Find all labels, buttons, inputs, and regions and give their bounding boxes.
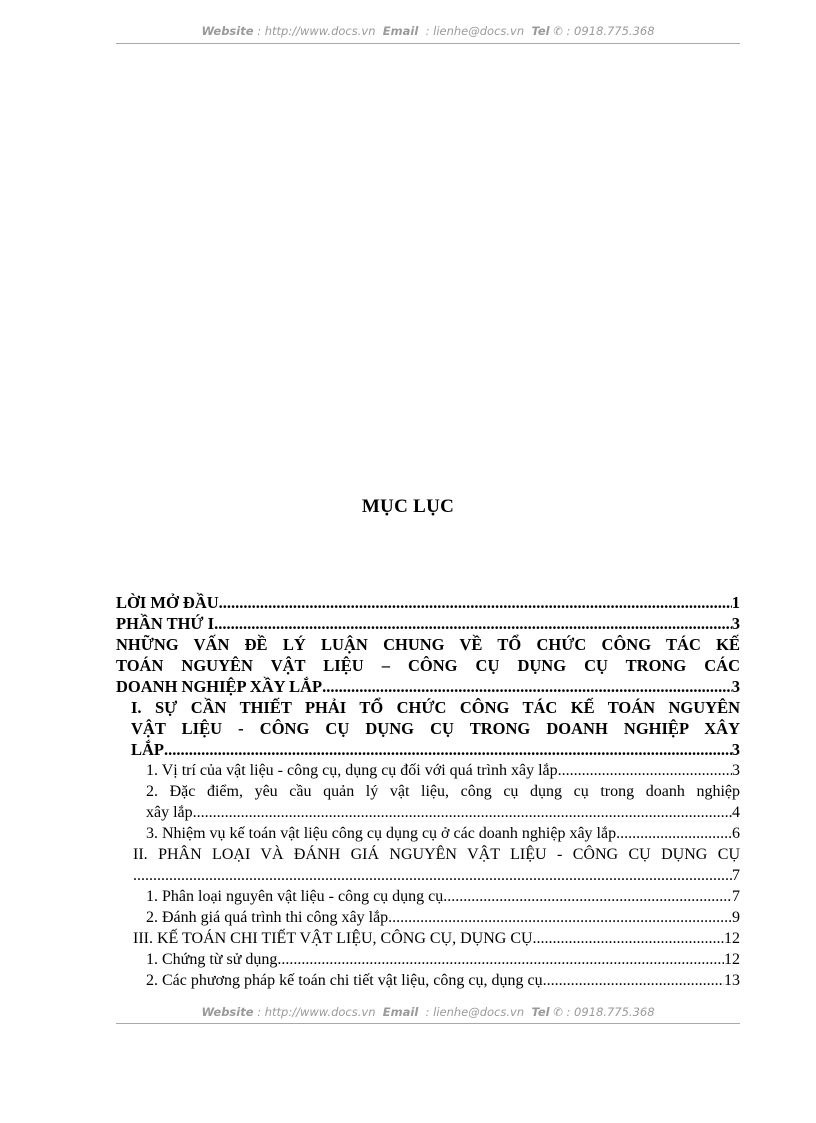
dot-leader bbox=[322, 676, 732, 697]
page-footer-contact bbox=[116, 1005, 740, 1019]
toc-entry-muc-2[interactable]: II. PHÂN LOẠI VÀ ĐÁNH GIÁ NGUYÊN VẬT LIỆU - CÔNG CỤ DỤNG CỤ ..... 7 bbox=[116, 844, 740, 886]
dot-leader bbox=[388, 907, 732, 928]
dot-leader bbox=[214, 613, 732, 634]
tel-value: : 0918.775.368 bbox=[566, 24, 655, 38]
tel-label: Tel bbox=[531, 1005, 550, 1019]
website-label: Website bbox=[201, 24, 254, 38]
toc-title: MỤC LỤC bbox=[361, 496, 455, 517]
toc-entry-muc-1-2[interactable]: 2. Đặc điểm, yêu cầu quản lý vật liệu, công cụ dụng cụ trong doanh nghiệp xây lắp ..... 4 bbox=[116, 781, 740, 823]
toc-entry-loi-mo-dau[interactable]: LỜI MỞ ĐẦU ..... 1 bbox=[116, 592, 740, 613]
dot-leader bbox=[164, 739, 732, 760]
phone-icon: ✆ bbox=[553, 24, 563, 38]
footer-divider bbox=[116, 1023, 740, 1024]
dot-leader bbox=[133, 865, 732, 886]
toc-entry-muc-3-2[interactable]: 2. Các phương pháp kế toán chi tiết vật liệu, công cụ, dụng cụ ..... 13 bbox=[116, 970, 740, 991]
toc-entry-muc-1-1[interactable]: 1. Vị trí của vật liệu - công cụ, dụng cụ đối với quá trình xây lắp ..... 3 bbox=[116, 760, 740, 781]
dot-leader bbox=[558, 760, 732, 781]
dot-leader bbox=[443, 886, 732, 907]
phone-icon: ✆ bbox=[553, 1005, 563, 1019]
tel-value: : 0918.775.368 bbox=[566, 1005, 655, 1019]
email-label: Email bbox=[382, 1005, 419, 1019]
toc-entry-muc-2-1[interactable]: 1. Phân loại nguyên vật liệu - công cụ dụng cụ ..... 7 bbox=[116, 886, 740, 907]
dot-leader bbox=[616, 823, 732, 844]
website-label: Website bbox=[201, 1005, 254, 1019]
table-of-contents bbox=[116, 592, 740, 991]
toc-entry-muc-3[interactable]: III. KẾ TOÁN CHI TIẾT VẬT LIỆU, CÔNG CỤ, DỤNG CỤ ..... 12 bbox=[116, 928, 740, 949]
toc-entry-phan-thu-1[interactable]: PHẦN THỨ I ..... 3 bbox=[116, 613, 740, 634]
email-value: : lienhe@docs.vn bbox=[425, 24, 525, 38]
toc-entry-muc-3-1[interactable]: 1. Chứng từ sử dụng ..... 12 bbox=[116, 949, 740, 970]
page-header-contact bbox=[116, 24, 740, 38]
dot-leader bbox=[533, 928, 724, 949]
toc-entry-muc-1-3[interactable]: 3. Nhiệm vụ kế toán vật liệu công cụ dụng cụ ở các doanh nghiệp xây lắp ..... 6 bbox=[116, 823, 740, 844]
email-label: Email bbox=[382, 24, 419, 38]
dot-leader bbox=[193, 802, 732, 823]
toc-entry-muc-2-2[interactable]: 2. Đánh giá quá trình thi công xây lắp ..... 9 bbox=[116, 907, 740, 928]
tel-label: Tel bbox=[531, 24, 550, 38]
header-divider bbox=[116, 43, 740, 44]
dot-leader bbox=[219, 592, 732, 613]
website-value: : http://www.docs.vn bbox=[257, 1005, 376, 1019]
toc-entry-muc-1[interactable]: I. SỰ CẦN THIẾT PHẢI TỔ CHỨC CÔNG TÁC KẾ TOÁN NGUYÊN VẬT LIỆU - CÔNG CỤ DỤNG CỤ TRONG DOANH NGHIỆP XÂY LẮP ..... 3 bbox=[116, 697, 740, 760]
dot-leader bbox=[277, 949, 724, 970]
dot-leader bbox=[543, 970, 724, 991]
website-value: : http://www.docs.vn bbox=[257, 24, 376, 38]
toc-entry-chuong[interactable]: NHỮNG VẤN ĐỀ LÝ LUẬN CHUNG VỀ TỔ CHỨC CÔNG TÁC KẾ TOÁN NGUYÊN VẬT LIỆU – CÔNG CỤ DỤNG CỤ TRONG CÁC DOANH NGHIỆP XẦY LẮP ..... 3 bbox=[116, 634, 740, 697]
email-value: : lienhe@docs.vn bbox=[425, 1005, 525, 1019]
